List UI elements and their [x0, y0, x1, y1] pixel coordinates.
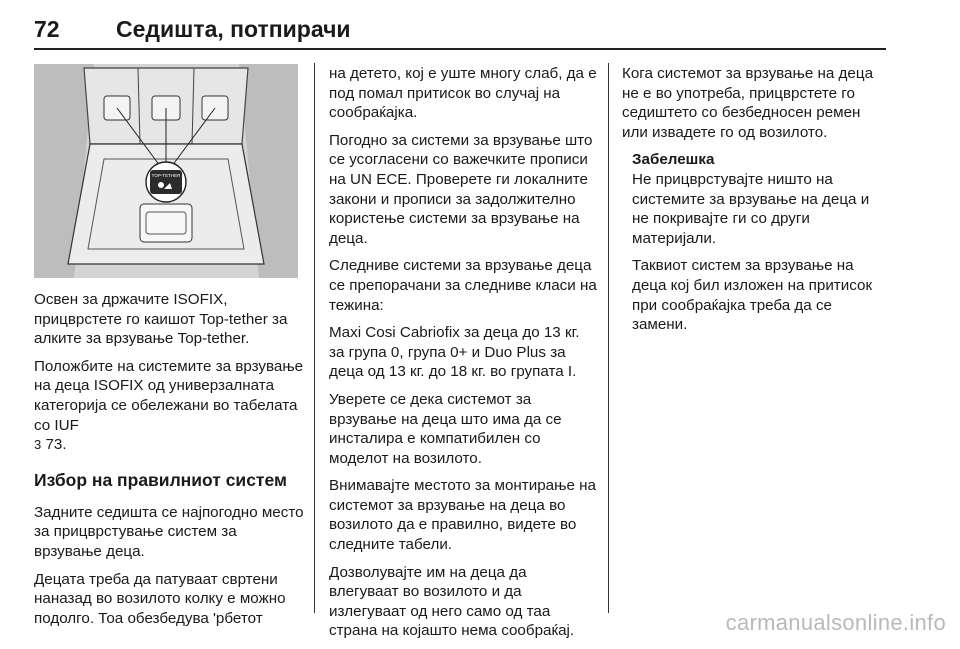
- column-1: [34, 290, 304, 636]
- column-rule: [314, 63, 315, 613]
- column-rule: [608, 63, 609, 613]
- page-header: [34, 10, 886, 50]
- watermark: carmanualsonline.info: [725, 610, 946, 635]
- paragraph: Следниве системи за врзување деца се препорачани за следниве класи на тежина:: [329, 257, 597, 314]
- top-tether-diagram: [34, 64, 298, 278]
- page-ref-arrow-icon: 3: [34, 437, 42, 453]
- paragraph: Кога системот за врзување на деца не е во употреба, прицврстете го седиштето со безбедносен ремен или извадете го од возилото.: [622, 65, 874, 141]
- page-number: 72: [34, 16, 60, 42]
- paragraph: Дозволувајте им на деца да влегуваат во возилото и да излегуваат од него само од таа страна на којашто нема сообраќај.: [329, 563, 575, 640]
- paragraph: на детето, кој е уште многу слаб, да е под помал притисок во случај на сообраќајка.: [329, 65, 597, 122]
- paragraph: Децата треба да патуваат свртени наназад во возилото колку е можно подолго. Тоа обезбедува 'рбетот: [34, 570, 286, 627]
- paragraph: [34, 357, 304, 455]
- note-title: Забелешка: [632, 151, 715, 169]
- chapter-title: Седишта, потпирачи: [116, 16, 351, 42]
- column-2: [329, 64, 597, 649]
- note-paragraph: Таквиот систем за врзување на деца кој бил изложен на притисок при сообраќајка треба да се замени.: [632, 257, 873, 334]
- cargo-area-illustration: [34, 64, 298, 278]
- paragraph: Внимавајте местото за монтирање на системот за врзување на деца во возилото да е правилно, видете во следните табели.: [329, 477, 596, 554]
- paragraph: Задните седишта се најпогодно место за прицврстување систем за врзување деца.: [34, 503, 304, 560]
- paragraph-text: Положбите на системите за врзување на деца ISOFIX од универзалната категорија се обележани во табелата со IUF: [34, 357, 304, 434]
- paragraph: Погодно за системи за врзување што се усогласени со важечките прописи на UN ECE. Проверете ги локалните закони и прописи за задолжително користење системи за врзување на деца.: [329, 131, 593, 247]
- section-heading: Избор на правилниот систем: [34, 469, 287, 490]
- page-ref-link[interactable]: 73.: [41, 436, 67, 454]
- top-tether-badge: TOP-TETHER: [151, 173, 181, 178]
- note-paragraph: Не прицврстувајте ништо на системите за врзување на деца и не покривајте ги со други материјали.: [632, 170, 870, 247]
- note-box: [632, 150, 890, 334]
- paragraph: Maxi Cosi Cabriofix за деца до 13 кг. за група 0, група 0+ и Duo Plus за деца од 13 кг. до 18 кг. во групата I.: [329, 324, 580, 381]
- paragraph: Уверете се дека системот за врзување на деца што има да се инсталира е компатибилен со моделот на возилото.: [329, 390, 562, 467]
- paragraph: Освен за држачите ISOFIX, прицврстете го каишот Top-tether за алките за врзување Top-tether.: [34, 291, 288, 348]
- column-3: [622, 64, 890, 343]
- header-rule: [34, 48, 886, 50]
